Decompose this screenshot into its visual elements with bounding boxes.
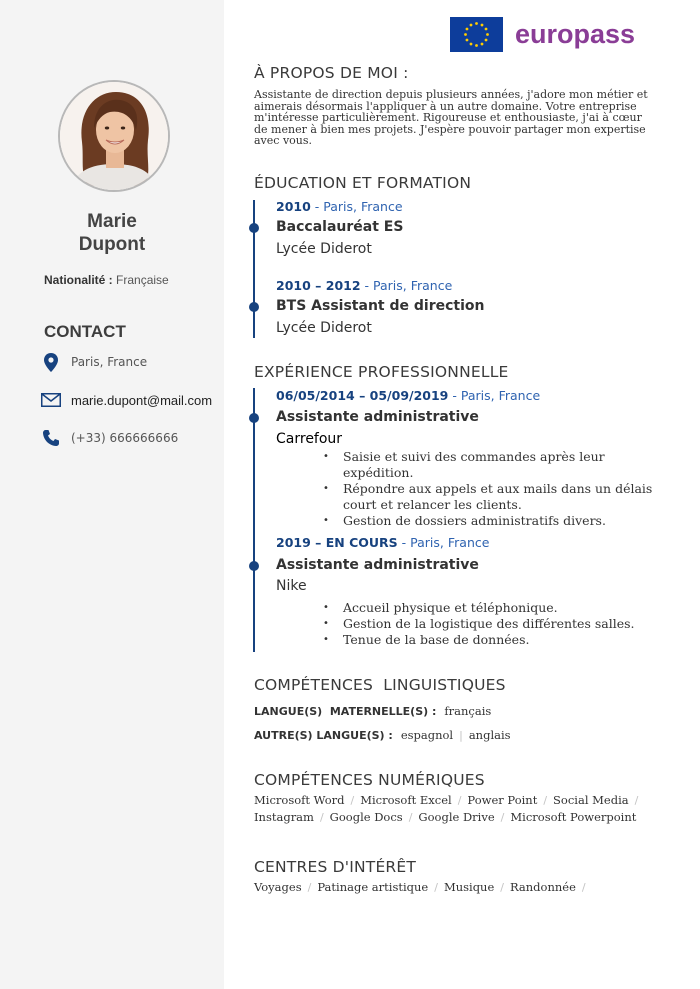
education-title-1: BTS Assistant de direction	[276, 298, 485, 314]
list-item: • Gestion de la logistique des différentes salles.	[343, 616, 663, 632]
education-date-value: 2010	[276, 199, 311, 214]
list-item: • Saisie et suivi des commandes après leur expédition.	[343, 449, 663, 481]
timeline-dot	[249, 561, 259, 571]
eu-star	[485, 38, 488, 41]
skill-item: Microsoft Excel	[360, 793, 452, 807]
digital-skills	[254, 792, 654, 826]
experience-job-1: Assistante administrative	[276, 557, 479, 573]
nationality	[44, 273, 169, 287]
skill-item: Power Point	[467, 793, 538, 807]
timeline-dot	[249, 302, 259, 312]
eu-star	[466, 27, 469, 30]
eu-star	[470, 42, 473, 45]
experience-job-0: Assistante administrative	[276, 409, 479, 425]
digital-title: COMPÉTENCES NUMÉRIQUES	[254, 771, 485, 789]
skill-item: Google Drive	[418, 810, 495, 824]
other-language: anglais	[468, 728, 511, 742]
list-item: • Gestion de dossiers administratifs divers.	[343, 513, 663, 529]
education-date-value: 2010 – 2012	[276, 278, 361, 293]
other-language: espagnol	[400, 728, 454, 742]
experience-location: - Paris, France	[401, 535, 490, 550]
experience-company-0: Carrefour	[276, 431, 343, 447]
europass-logo-text: europass	[515, 18, 636, 49]
experience-timeline	[253, 388, 255, 652]
phone-text[interactable]: (+33) 666666666	[71, 431, 179, 445]
experience-tasks-1	[343, 600, 663, 648]
europass-logo	[450, 16, 640, 52]
education-school-1: Lycée Diderot	[276, 320, 372, 336]
about-text: Assistante de direction depuis plusieurs années, j'adore mon métier et aimerais désormais l'appliquer à un autre domaine. Votre entreprise m'intéresse particulièrement. Rigoureuse et enthousiaste, j'ai à cœur de mener à bien mes projets. J'espère pouvoir partager mon expertise avec vous.	[254, 88, 648, 147]
skill-item: Instagram	[254, 810, 314, 824]
separator: /	[581, 881, 586, 894]
native-languages-label: LANGUE(S) MATERNELLE(S) :	[254, 705, 437, 718]
contact-title: CONTACT	[44, 322, 126, 341]
list-item: • Tenue de la base de données.	[343, 632, 663, 648]
skill-item: Microsoft Powerpoint	[510, 810, 637, 824]
separator: /	[457, 794, 462, 807]
avatar	[58, 80, 170, 192]
eu-star	[470, 23, 473, 26]
interest-item: Musique	[443, 880, 495, 894]
location-text: Paris, France	[71, 355, 148, 369]
contact-email[interactable]	[40, 390, 212, 410]
separator: /	[634, 794, 639, 807]
experience-date	[276, 388, 540, 403]
list-item: • Accueil physique et téléphonique.	[343, 600, 663, 616]
phone-icon	[40, 428, 62, 448]
eu-star	[466, 38, 469, 41]
mail-icon	[40, 390, 62, 410]
list-item: • Répondre aux appels et aux mails dans un délais court et relancer les clients.	[343, 481, 663, 513]
separator: /	[350, 794, 355, 807]
interest-item: Randonnée	[510, 880, 576, 894]
experience-location: - Paris, France	[452, 388, 541, 403]
education-title-0: Baccalauréat ES	[276, 219, 404, 235]
separator: /	[307, 881, 312, 894]
separator: /	[500, 881, 504, 894]
eu-star	[481, 23, 484, 26]
skill-item: Google Docs	[329, 810, 403, 824]
skill-item: Microsoft Word	[254, 793, 345, 807]
eu-flag-icon	[450, 17, 503, 52]
last-name: Dupont	[78, 234, 146, 255]
skill-item: Social Media	[553, 793, 629, 807]
separator: /	[319, 811, 324, 824]
native-language: français	[444, 704, 492, 718]
nationality-label: Nationalité :	[44, 273, 113, 287]
education-location: - Paris, France	[314, 199, 403, 214]
map-pin-icon	[40, 352, 62, 372]
eu-star	[464, 33, 467, 36]
education-date	[276, 278, 452, 293]
eu-star	[475, 44, 478, 47]
about-title: À PROPOS DE MOI :	[254, 64, 409, 82]
experience-tasks-0	[343, 449, 663, 529]
languages-title: COMPÉTENCES LINGUISTIQUES	[254, 676, 506, 694]
separator: /	[543, 794, 548, 807]
education-location: - Paris, France	[364, 278, 453, 293]
experience-company-1: Nike	[276, 578, 307, 594]
eu-star	[481, 42, 484, 45]
separator: |	[459, 729, 463, 742]
education-school-0: Lycée Diderot	[276, 241, 372, 257]
experience-date-value: 2019 – EN COURS	[276, 535, 398, 550]
experience-date-value: 06/05/2014 – 05/09/2019	[276, 388, 449, 403]
separator: /	[500, 811, 505, 824]
interests-list	[254, 879, 654, 896]
separator: /	[434, 881, 438, 894]
other-languages-label: AUTRE(S) LANGUE(S) :	[254, 729, 393, 742]
timeline-dot	[249, 413, 259, 423]
experience-title: EXPÉRIENCE PROFESSIONNELLE	[254, 363, 509, 381]
education-date	[276, 199, 403, 214]
interests-title: CENTRES D'INTÉRÊT	[254, 858, 417, 876]
experience-date	[276, 535, 489, 550]
contact-location	[40, 352, 147, 372]
eu-star	[485, 27, 488, 30]
first-name: Marie	[87, 211, 137, 232]
eu-star	[475, 22, 478, 25]
timeline-dot	[249, 223, 259, 233]
nationality-value: Française	[116, 273, 169, 287]
interest-item: Patinage artistique	[317, 880, 429, 894]
native-languages	[254, 704, 491, 718]
eu-star	[486, 33, 489, 36]
education-title: ÉDUCATION ET FORMATION	[254, 174, 472, 192]
interest-item: Voyages	[254, 880, 302, 894]
email-link[interactable]: marie.dupont@mail.com	[71, 392, 213, 408]
profile-photo	[60, 82, 168, 190]
contact-phone[interactable]	[40, 428, 178, 448]
education-timeline	[253, 200, 255, 338]
other-languages	[254, 728, 511, 742]
separator: /	[408, 811, 413, 824]
